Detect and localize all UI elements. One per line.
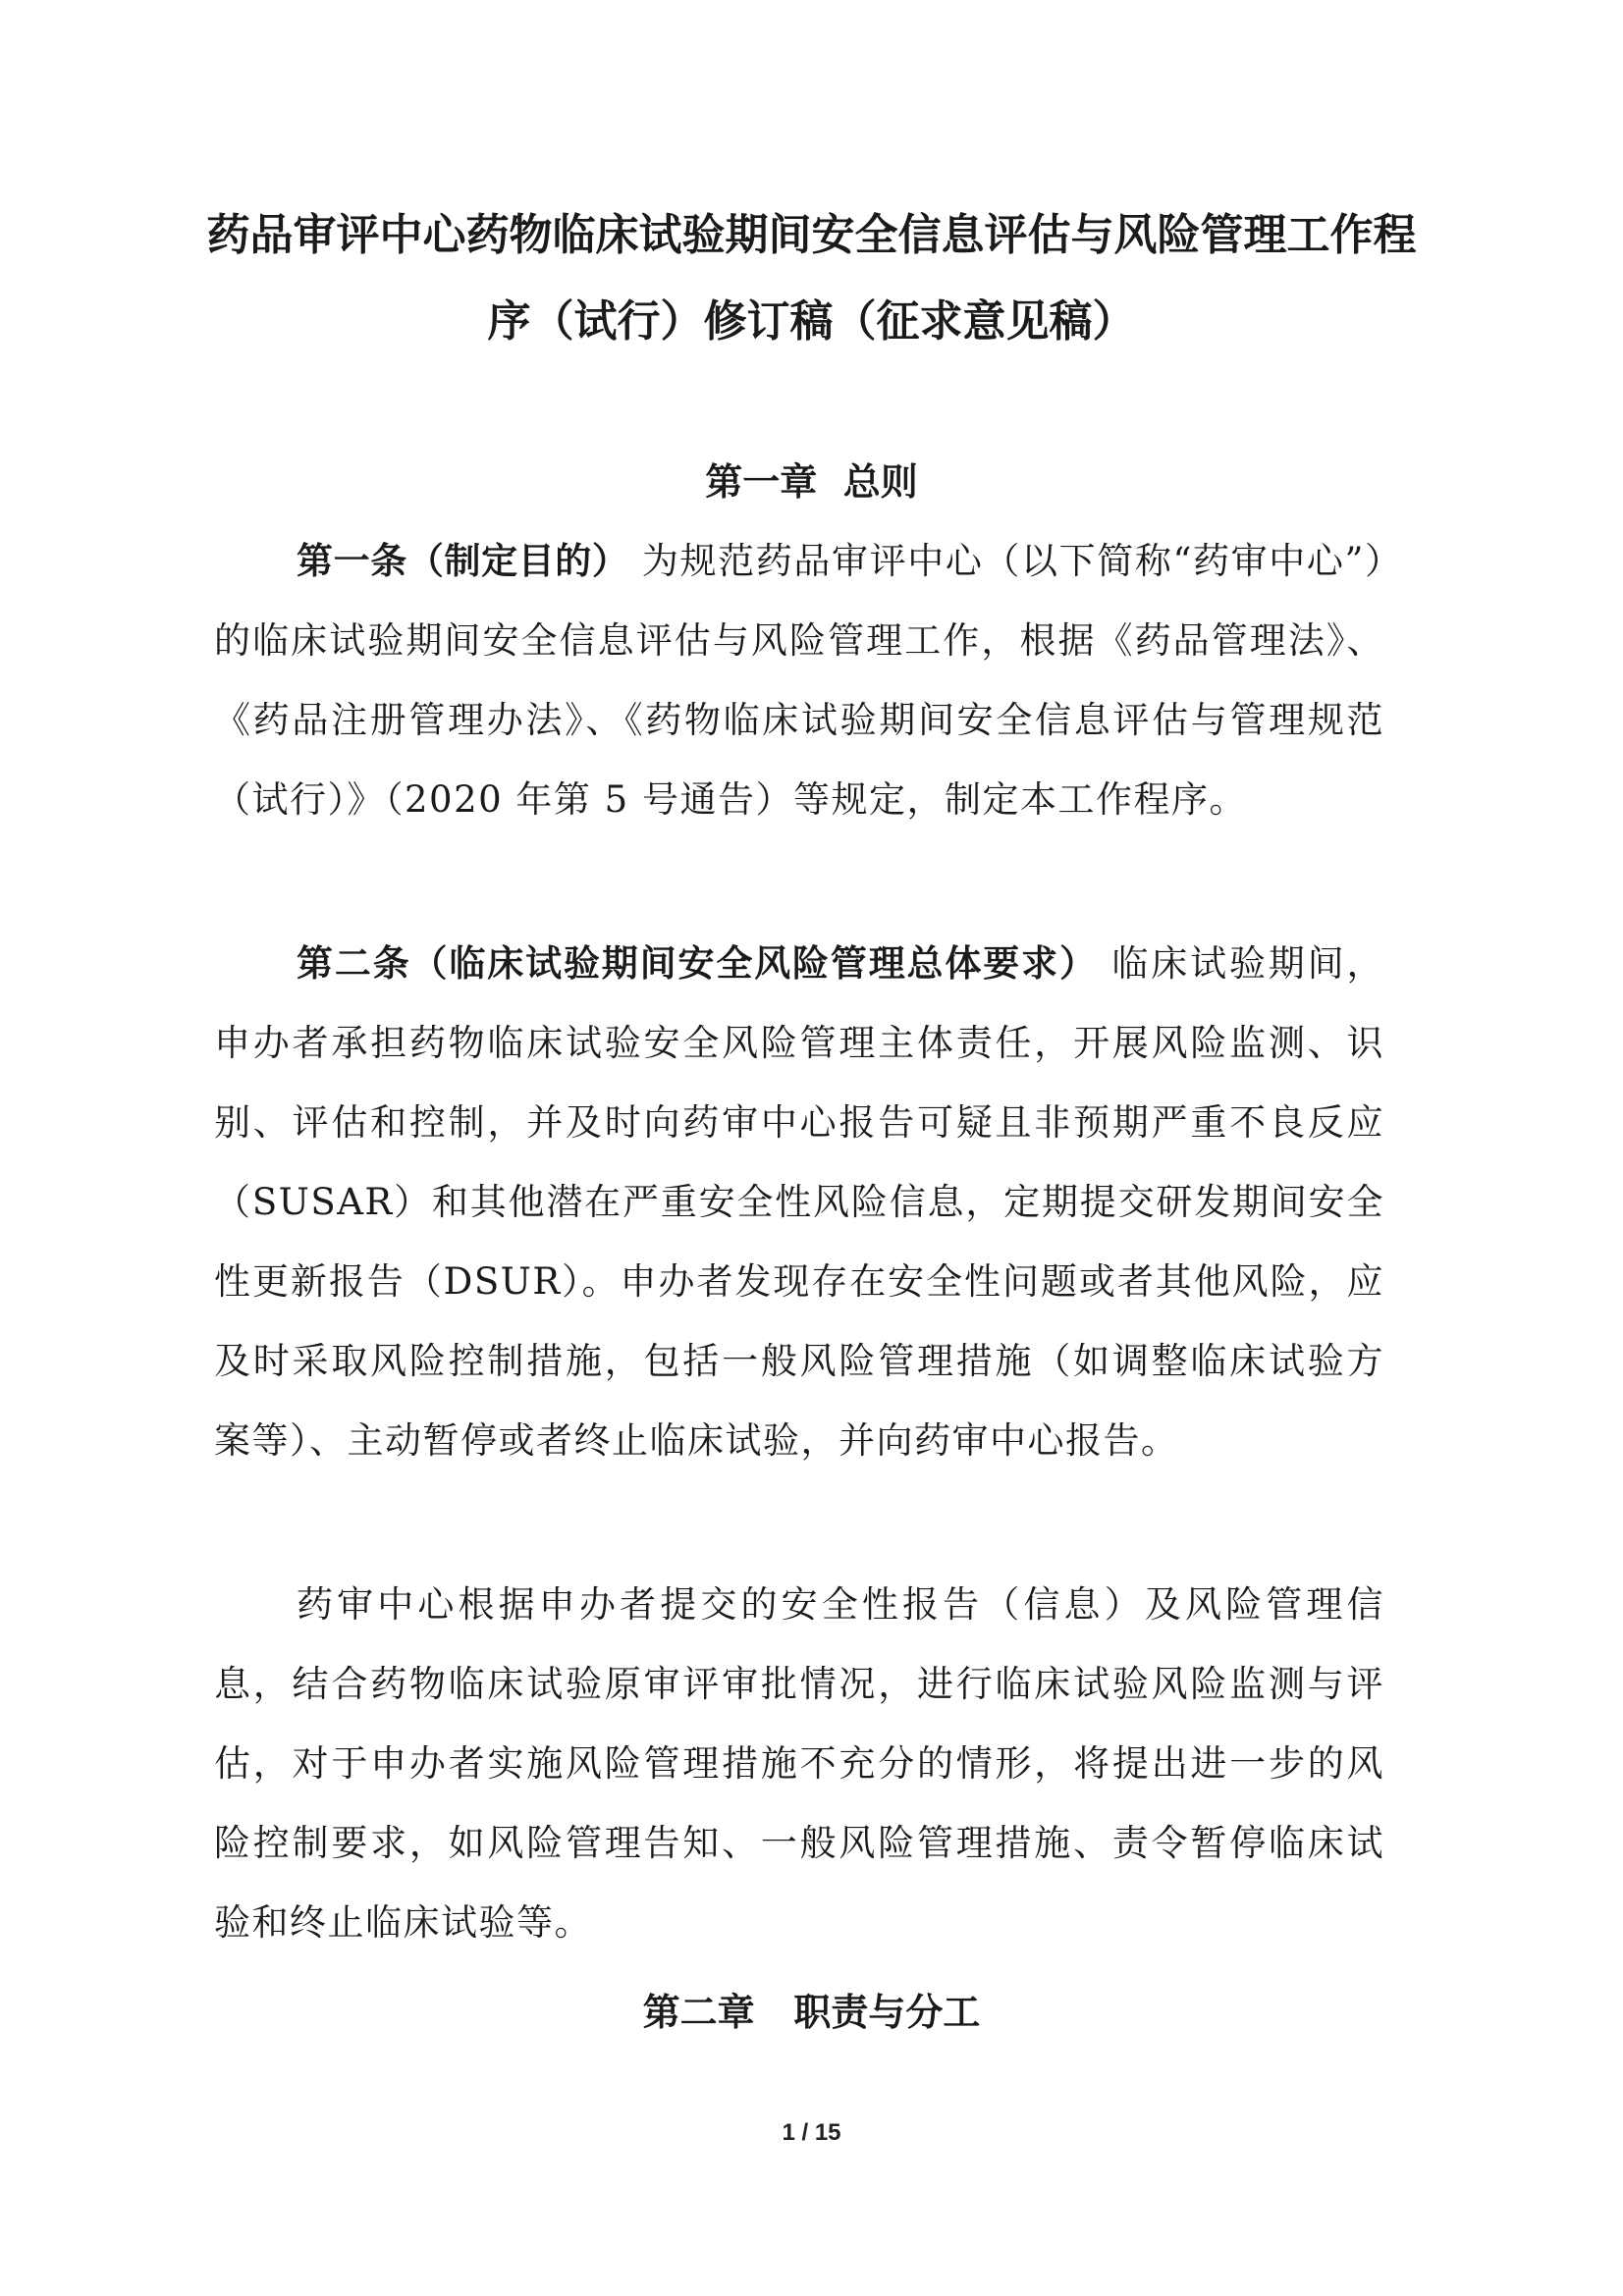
article-2-paragraph-2: 药审中心根据申办者提交的安全性报告（信息）及风险管理信息，结合药物临床试验原审评审批情况，进行临床试验风险监测与评估，对于申办者实施风险管理措施不充分的情形，将提出进一步的风险控制要求，如风险管理告知、一般风险管理措施、责令暂停临床试验和终止临床试验等。 (214, 1583, 1384, 1944)
article-2-body: 临床试验期间，申办者承担药物临床试验安全风险管理主体责任，开展风险监测、识别、评估和控制，并及时向药审中心报告可疑且非预期严重不良反应（SUSAR）和其他潜在严重安全性风险信息，定期提交研发期间安全性更新报告（DSUR）。申办者发现存在安全性问题或者其他风险，应及时采取风险控制措施，包括一般风险管理措施（如调整临床试验方案等）、主动暂停或者终止临床试验，并向药审中心报告。 (214, 942, 1385, 1462)
document-title-line-1: 药品审评中心药物临床试验期间安全信息评估与风险管理工作程 (206, 210, 1417, 260)
article-1-body: 为规范药品审评中心（以下简称“药审中心”）的临床试验期间安全信息评估与风险管理工作，根据《药品管理法》、《药品注册管理办法》、《药物临床试验期间安全信息评估与管理规范（试行）》（2020 年第 5 号通告）等规定，制定本工作程序。 (214, 540, 1385, 821)
document-title-line-2: 序（试行）修订稿（征求意见稿） (487, 296, 1136, 347)
page-number: 1 / 15 (782, 2119, 841, 2146)
chapter-2-heading: 第二章 职责与分工 (642, 1991, 981, 2034)
article-1-paragraph (214, 521, 1384, 839)
article-2-heading: 第二条（临床试验期间安全风险管理总体要求） (297, 942, 1098, 985)
article-2-paragraph (214, 924, 1384, 1480)
chapter-1-heading: 第一章 总则 (705, 460, 918, 504)
article-1-heading: 第一条（制定目的） (297, 540, 629, 582)
